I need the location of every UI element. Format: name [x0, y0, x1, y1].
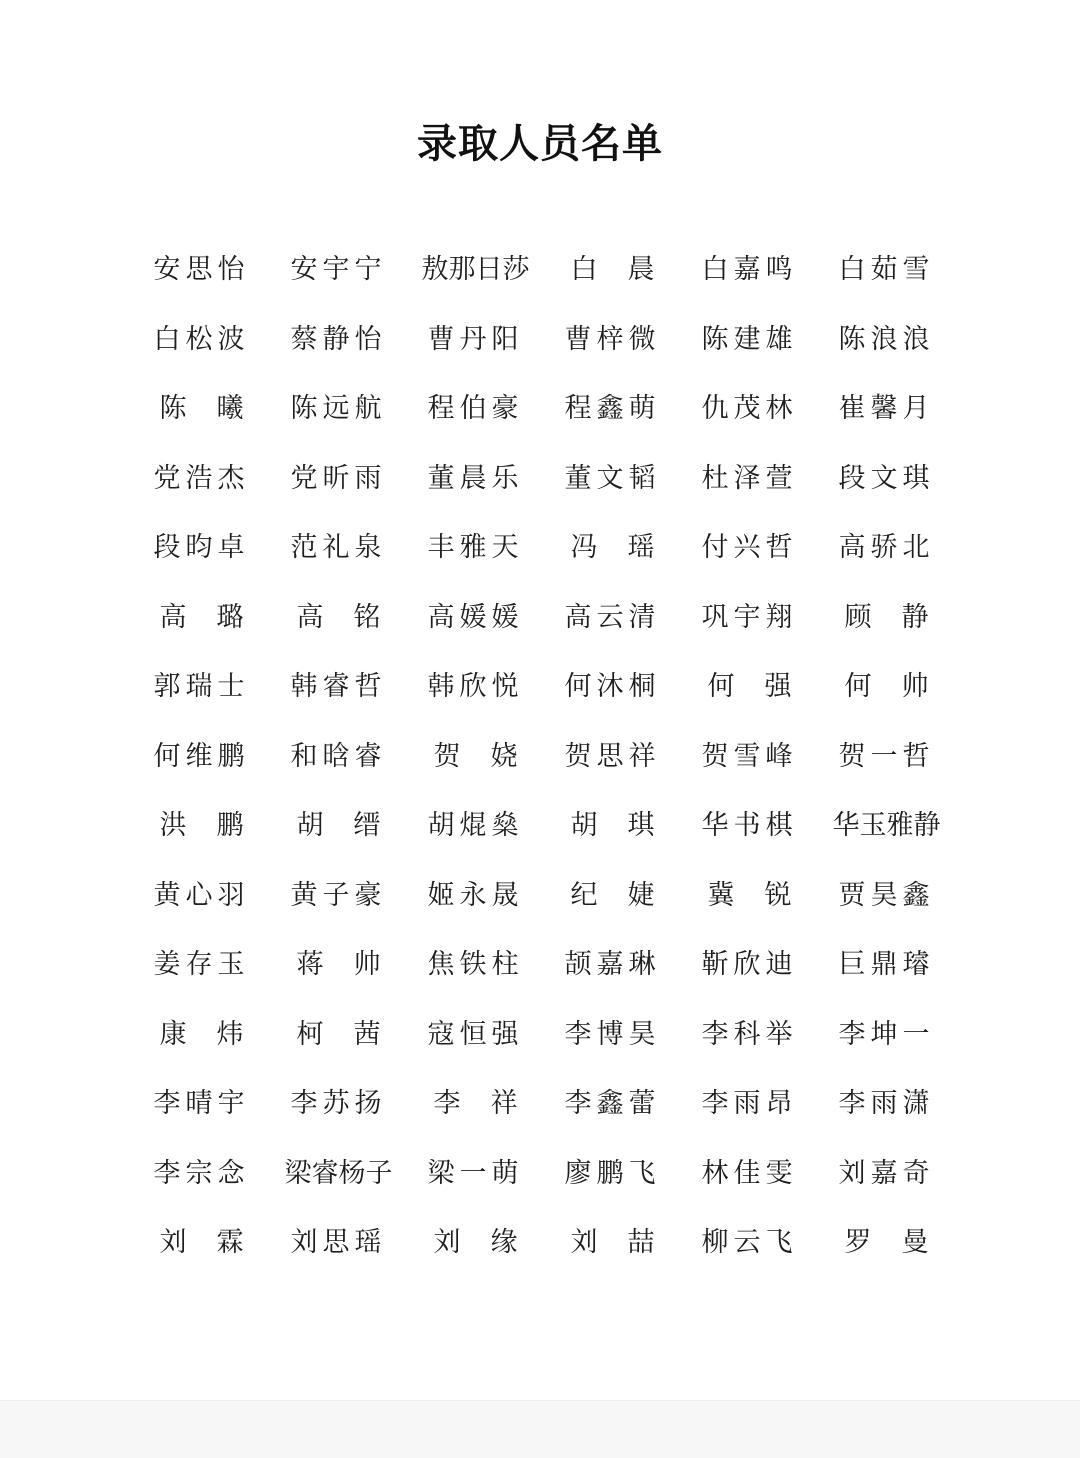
name-cell: 黄子豪 — [290, 879, 387, 911]
name-cell: 段文琪 — [838, 462, 935, 494]
name-cell: 董文韬 — [564, 462, 661, 494]
document-title: 录取人员名单 — [417, 120, 663, 167]
name-cell: 李博昊 — [564, 1018, 661, 1050]
name-cell: 姜存玉 — [153, 949, 250, 981]
name-cell: 杜泽萱 — [701, 462, 798, 494]
name-cell: 刘 缘 — [433, 1227, 518, 1259]
name-cell: 巩宇翔 — [701, 601, 798, 633]
name-cell: 程伯豪 — [427, 393, 524, 425]
name-cell: 李苏扬 — [290, 1088, 387, 1120]
name-cell: 董晨乐 — [427, 462, 524, 494]
name-cell: 白 晨 — [570, 254, 655, 286]
name-cell: 李宗念 — [153, 1157, 250, 1189]
name-cell: 胡焜燊 — [427, 810, 524, 842]
name-cell: 陈建雄 — [701, 323, 798, 355]
name-cell: 罗 曼 — [844, 1227, 929, 1259]
name-cell: 柯 茜 — [296, 1018, 381, 1050]
name-cell: 何 帅 — [844, 671, 929, 703]
name-cell: 梁睿杨子 — [284, 1157, 393, 1189]
name-cell: 刘 喆 — [570, 1227, 655, 1259]
name-cell: 高媛媛 — [427, 601, 524, 633]
name-cell: 胡 缙 — [296, 810, 381, 842]
name-cell: 何沐桐 — [564, 671, 661, 703]
name-cell: 安宇宁 — [290, 254, 387, 286]
name-cell: 贺雪峰 — [701, 740, 798, 772]
name-cell: 高骄北 — [838, 532, 935, 564]
name-cell: 姬永晟 — [427, 879, 524, 911]
name-cell: 冀 锐 — [707, 879, 792, 911]
name-cell: 洪 鹏 — [159, 810, 244, 842]
name-cell: 高云清 — [564, 601, 661, 633]
name-cell: 段昀卓 — [153, 532, 250, 564]
name-cell: 巨鼎璿 — [838, 949, 935, 981]
name-cell: 白嘉鸣 — [701, 254, 798, 286]
name-cell: 林佳雯 — [701, 1157, 798, 1189]
name-cell: 白松波 — [153, 323, 250, 355]
name-cell: 顾 静 — [844, 601, 929, 633]
name-cell: 白茹雪 — [838, 254, 935, 286]
name-cell: 刘 霖 — [159, 1227, 244, 1259]
name-cell: 付兴哲 — [701, 532, 798, 564]
name-cell: 郭瑞士 — [153, 671, 250, 703]
name-cell: 韩欣悦 — [427, 671, 524, 703]
name-cell: 李晴宇 — [153, 1088, 250, 1120]
bottom-page-gap — [0, 1400, 1080, 1458]
name-cell: 陈 曦 — [159, 393, 244, 425]
name-cell: 陈浪浪 — [838, 323, 935, 355]
name-cell: 康 炜 — [159, 1018, 244, 1050]
name-cell: 韩睿哲 — [290, 671, 387, 703]
name-cell: 华玉雅静 — [832, 810, 941, 842]
name-cell: 李坤一 — [838, 1018, 935, 1050]
name-cell: 李鑫蕾 — [564, 1088, 661, 1120]
name-cell: 高 铭 — [296, 601, 381, 633]
name-cell: 范礼泉 — [290, 532, 387, 564]
name-cell: 黄心羽 — [153, 879, 250, 911]
name-cell: 贺思祥 — [564, 740, 661, 772]
name-cell: 蔡静怡 — [290, 323, 387, 355]
name-cell: 程鑫萌 — [564, 393, 661, 425]
name-cell: 焦铁柱 — [427, 949, 524, 981]
name-cell: 和晗睿 — [290, 740, 387, 772]
name-cell: 何 强 — [707, 671, 792, 703]
name-cell: 华书棋 — [701, 810, 798, 842]
name-cell: 刘思瑶 — [290, 1227, 387, 1259]
name-cell: 贾昊鑫 — [838, 879, 935, 911]
name-cell: 廖鹏飞 — [564, 1157, 661, 1189]
name-cell: 纪 婕 — [570, 879, 655, 911]
name-cell: 颉嘉琳 — [564, 949, 661, 981]
name-cell: 陈远航 — [290, 393, 387, 425]
name-cell: 贺一哲 — [838, 740, 935, 772]
name-cell: 仇茂林 — [701, 393, 798, 425]
name-cell: 靳欣迪 — [701, 949, 798, 981]
name-cell: 安思怡 — [153, 254, 250, 286]
name-cell: 何维鹏 — [153, 740, 250, 772]
name-cell: 敖那日莎 — [421, 254, 530, 286]
name-cell: 蒋 帅 — [296, 949, 381, 981]
name-cell: 刘嘉奇 — [838, 1157, 935, 1189]
name-cell: 李雨潇 — [838, 1088, 935, 1120]
name-cell: 丰雅天 — [427, 532, 524, 564]
name-cell: 党浩杰 — [153, 462, 250, 494]
name-cell: 李雨昂 — [701, 1088, 798, 1120]
name-cell: 贺 娆 — [433, 740, 518, 772]
name-cell: 李科举 — [701, 1018, 798, 1050]
name-cell: 寇恒强 — [427, 1018, 524, 1050]
name-cell: 崔馨月 — [838, 393, 935, 425]
name-cell: 柳云飞 — [701, 1227, 798, 1259]
name-cell: 胡 琪 — [570, 810, 655, 842]
name-cell: 高 璐 — [159, 601, 244, 633]
name-cell: 李 祥 — [433, 1088, 518, 1120]
name-cell: 曹梓微 — [564, 323, 661, 355]
name-cell: 党昕雨 — [290, 462, 387, 494]
name-cell: 梁一萌 — [427, 1157, 524, 1189]
name-cell: 冯 瑶 — [570, 532, 655, 564]
name-cell: 曹丹阳 — [427, 323, 524, 355]
admitted-names-grid — [133, 232, 957, 1275]
